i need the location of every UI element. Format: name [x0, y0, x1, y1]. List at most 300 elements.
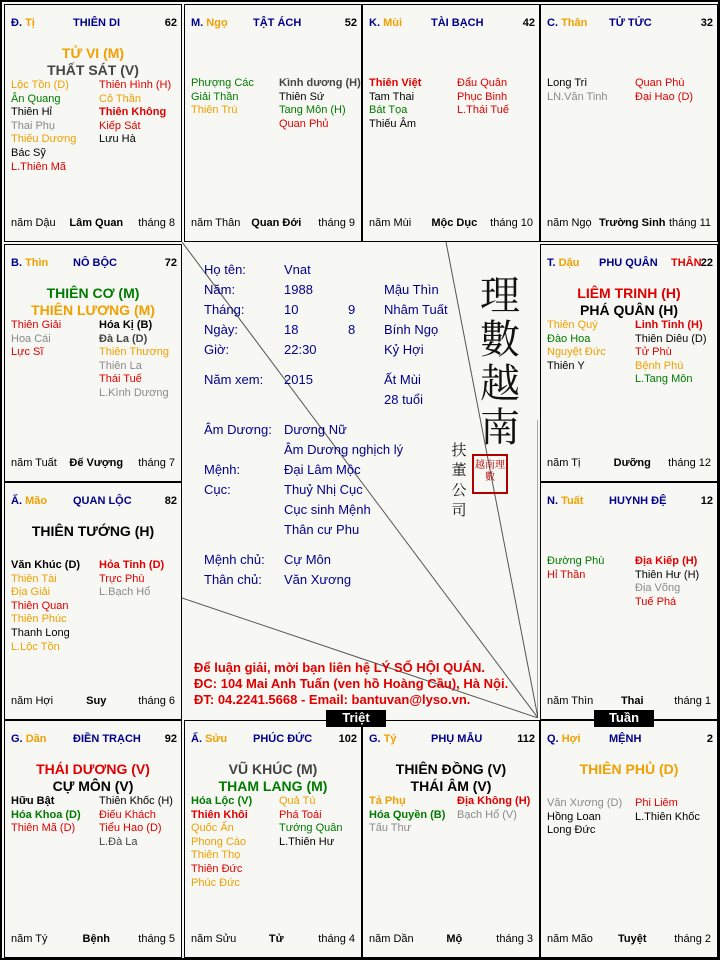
palace-age: 12 — [700, 495, 713, 507]
minor-star: Phục Binh — [457, 90, 508, 103]
main-star: LIÊM TRINH (H) — [577, 285, 681, 301]
main-star: THIÊN TƯỚNG (H) — [31, 523, 155, 539]
minor-star: Cô Thần — [99, 92, 141, 105]
main-star: THIÊN ĐỒNG (V) — [395, 761, 507, 777]
than-marker: THÂN — [671, 257, 702, 269]
day-value: 18 — [284, 322, 299, 337]
minor-star: Hồng Loan — [547, 810, 601, 823]
palace-cell-dau[interactable] — [540, 244, 718, 482]
minor-stars-left — [11, 319, 61, 360]
thanchu-label: Thân chủ: — [204, 572, 262, 587]
palace-month: tháng 12 — [668, 457, 711, 469]
minor-stars-left — [369, 795, 445, 836]
palace-footer — [547, 695, 711, 709]
palace-month: tháng 4 — [318, 933, 355, 945]
minor-star: Thiên Quan — [11, 599, 69, 612]
month-value: 10 — [284, 302, 299, 317]
palace-cell-thin[interactable] — [4, 244, 182, 482]
minor-star: Lộc Tồn (D) — [11, 79, 69, 91]
branch-stem: C. — [547, 17, 558, 29]
minor-star: Thanh Long — [11, 626, 70, 639]
hour-value: 22:30 — [284, 342, 317, 357]
palace-month: tháng 5 — [138, 933, 175, 945]
palace-footer — [11, 695, 175, 709]
branch-name: Mùi — [383, 17, 403, 29]
minor-star: Thiên Diêu (D) — [635, 332, 707, 345]
minor-star: Tướng Quân — [279, 822, 343, 835]
palace-cell-hoi[interactable] — [540, 720, 718, 958]
minor-star: Thiên Khôi — [191, 808, 248, 821]
branch-stem: T. — [547, 257, 556, 269]
amduong-note: Âm Dương nghịch lý — [284, 442, 404, 457]
viewyear-label: Năm xem: — [204, 372, 264, 387]
palace-year: năm Tuất — [11, 457, 57, 469]
palace-age: 32 — [700, 17, 713, 29]
contact-line-2: ĐC: 104 Mai Anh Tuấn (ven hồ Hoàng Cầu), Hà Nội. — [194, 676, 509, 691]
thanchu-value: Văn Xương — [284, 572, 352, 587]
palace-age: 62 — [164, 17, 177, 29]
minor-star: Thiếu Âm — [369, 117, 417, 130]
calligraphy-logo: 理數越南 — [480, 273, 520, 451]
main-star: THÁI DƯƠNG (V) — [36, 761, 150, 777]
palace-age: 102 — [338, 733, 357, 745]
minor-stars-right — [635, 797, 700, 824]
year-value: 1988 — [284, 282, 313, 297]
minor-star: Giải Thần — [191, 90, 239, 103]
minor-star: LN.Văn Tinh — [547, 90, 608, 103]
day-label: Ngày: — [204, 322, 238, 337]
minor-star: Thiên Mã (D) — [11, 822, 76, 835]
branch-name: Thân — [561, 17, 588, 29]
minor-star: Linh Tinh (H) — [635, 319, 703, 331]
palace-branch — [547, 495, 583, 507]
main-star: VŨ KHÚC (M) — [228, 761, 318, 777]
minor-star: Hỏa Tinh (D) — [99, 559, 165, 571]
life-phase: Mộ — [446, 933, 463, 945]
palace-branch — [369, 17, 402, 29]
viewyear-canchi: Ất Mùi — [384, 372, 421, 387]
minor-star: Phong Cáo — [191, 835, 247, 848]
branch-name: Dần — [25, 733, 47, 745]
palace-month: tháng 1 — [674, 695, 711, 707]
palace-name: TẬT ÁCH — [253, 17, 302, 29]
branch-stem: G. — [369, 733, 381, 745]
main-star: THAM LANG (M) — [218, 778, 328, 794]
center-info-panel — [182, 242, 538, 718]
palace-month: tháng 8 — [138, 217, 175, 229]
minor-star: Hóa Khoa (D) — [11, 808, 81, 821]
minor-stars-right — [99, 559, 164, 600]
palace-branch — [547, 17, 587, 29]
hour-canchi: Kỷ Hợi — [384, 342, 424, 357]
minor-star: Thiên Hỉ — [11, 106, 52, 119]
minor-star: Phượng Các — [191, 77, 254, 89]
palace-header — [369, 733, 535, 747]
palace-name: ĐIỀN TRẠCH — [73, 733, 141, 745]
palace-footer — [369, 933, 533, 947]
minor-star: Kiếp Sát — [99, 119, 141, 132]
minor-star: Bác Sỹ — [11, 146, 46, 159]
name-value: Vnat — [284, 262, 311, 277]
branch-name: Tuất — [561, 495, 584, 507]
palace-cell-tuat[interactable] — [540, 482, 718, 720]
branch-stem: Q. — [547, 733, 559, 745]
minor-star: Trực Phù — [99, 572, 145, 585]
palace-year: năm Dần — [369, 933, 414, 945]
branch-stem: M. — [191, 17, 204, 29]
minor-star: Thiên Quý — [547, 319, 598, 331]
cuc-note: Cục sinh Mệnh — [284, 502, 371, 517]
tuan-badge: Tuần — [594, 710, 654, 727]
viewyear-value: 2015 — [284, 372, 313, 387]
contact-line-3: ĐT: 04.2241.5668 - Email: bantuvan@lyso.vn. — [194, 692, 471, 707]
cuc-label: Cục: — [204, 482, 231, 497]
palace-name: PHÚC ĐỨC — [253, 733, 313, 745]
minor-star: Thiên Trù — [191, 104, 238, 117]
palace-month: tháng 9 — [318, 217, 355, 229]
triet-badge: Triệt — [326, 710, 386, 727]
minor-star: Hóa Lộc (V) — [191, 795, 253, 807]
minor-star: Hỉ Thần — [547, 568, 586, 581]
palace-name: TỬ TỨC — [609, 17, 652, 29]
palace-cell-ty[interactable] — [362, 720, 540, 958]
calligraphy-subtext: 扶董公司 — [451, 441, 467, 519]
menh-value: Đại Lâm Mộc — [284, 462, 361, 477]
palace-year: năm Dậu — [11, 217, 56, 229]
minor-star: Thiên Việt — [369, 77, 422, 89]
minor-star: Tả Phụ — [369, 795, 406, 807]
minor-star: Thiên Không — [99, 106, 167, 119]
minor-stars-right — [279, 77, 361, 131]
life-phase: Trường Sinh — [599, 217, 666, 229]
minor-stars-left — [547, 319, 606, 373]
minor-star: Địa Võng — [635, 582, 681, 595]
minor-star: Nguyệt Đức — [547, 346, 606, 359]
minor-star: Thiên Thương — [99, 346, 170, 359]
palace-cell-than[interactable] — [540, 4, 718, 242]
minor-star: Tử Phù — [635, 346, 672, 359]
minor-stars-right — [457, 77, 509, 118]
branch-name: Thìn — [25, 257, 49, 269]
branch-stem: K. — [369, 17, 380, 29]
branch-name: Ngọ — [206, 17, 228, 29]
palace-footer — [547, 217, 711, 231]
minor-star: Ân Quang — [11, 92, 61, 105]
minor-star: Kình dương (H) — [279, 77, 361, 89]
minor-stars-left — [547, 77, 608, 104]
minor-star: Tam Thai — [369, 90, 415, 103]
minor-star: L.Đà La — [99, 835, 138, 848]
palace-name: HUYNH ĐỆ — [609, 495, 667, 507]
life-phase: Mộc Dục — [431, 217, 478, 229]
minor-star: Phúc Đức — [191, 876, 240, 889]
life-phase: Suy — [86, 695, 107, 707]
minor-star: L.Thiên Mã — [11, 160, 67, 173]
palace-footer — [11, 457, 175, 471]
minor-star: Văn Khúc (D) — [11, 559, 81, 571]
minor-star: Quan Phủ — [279, 117, 329, 130]
palace-header — [547, 257, 713, 271]
palace-branch — [547, 257, 579, 269]
month-lunar: 9 — [348, 302, 356, 317]
minor-star: Thiên Giải — [11, 319, 62, 331]
branch-stem: Đ. — [11, 17, 22, 29]
minor-stars-right — [99, 79, 171, 147]
age-value: 28 tuổi — [384, 392, 424, 407]
branch-stem: G. — [11, 733, 23, 745]
minor-stars-left — [11, 795, 81, 836]
main-star: THẤT SÁT (V) — [47, 62, 139, 78]
minor-star: Lưu Hà — [99, 133, 136, 146]
minor-star: Phi Liêm — [635, 797, 678, 809]
minor-star: Địa Kiếp (H) — [635, 555, 698, 567]
minor-star: L.Thái Tuế — [457, 104, 509, 117]
minor-star: Đại Hao (D) — [635, 90, 694, 103]
palace-header — [11, 495, 177, 509]
month-canchi: Nhâm Tuất — [384, 302, 448, 317]
year-canchi: Mậu Thìn — [384, 282, 439, 297]
palace-footer — [547, 457, 711, 471]
branch-stem: B. — [11, 257, 22, 269]
palace-header — [11, 257, 177, 271]
minor-star: Long Đức — [547, 824, 596, 837]
minor-star: Địa Giải — [11, 586, 51, 599]
branch-name: Sửu — [205, 733, 228, 745]
palace-age: 72 — [164, 257, 177, 269]
palace-header — [191, 733, 357, 747]
palace-month: tháng 3 — [496, 933, 533, 945]
minor-star: Thiên Hình (H) — [99, 79, 172, 91]
minor-star: Bát Tọa — [369, 104, 408, 117]
minor-star: Thiên Khốc (H) — [99, 795, 173, 807]
month-label: Tháng: — [204, 302, 245, 317]
minor-stars-right — [279, 795, 343, 849]
branch-stem: Ấ. — [11, 495, 22, 507]
amduong-value: Dương Nữ — [284, 422, 347, 437]
palace-age: 92 — [164, 733, 177, 745]
minor-star: Thiếu Dương — [11, 133, 77, 146]
minor-stars-left — [191, 795, 252, 890]
palace-branch — [11, 17, 35, 29]
minor-star: Thiên La — [99, 359, 142, 372]
minor-stars-right — [457, 795, 530, 822]
amduong-label: Âm Dương: — [204, 422, 272, 437]
palace-month: tháng 11 — [668, 217, 711, 229]
palace-cell-mao[interactable] — [4, 482, 182, 720]
palace-month: tháng 6 — [138, 695, 175, 707]
minor-star: Văn Xương (D) — [547, 797, 623, 809]
branch-stem: N. — [547, 495, 558, 507]
minor-star: L.Kình Dương — [99, 386, 169, 399]
menhchu-value: Cự Môn — [284, 552, 331, 567]
minor-stars-right — [635, 319, 707, 387]
minor-star: L.Thiên Khốc — [635, 810, 700, 823]
palace-header — [369, 17, 535, 31]
life-phase: Dưỡng — [613, 457, 651, 469]
palace-cell-mui[interactable] — [362, 4, 540, 242]
palace-cell-ti[interactable] — [4, 4, 182, 242]
minor-star: L.Tang Môn — [635, 373, 693, 386]
palace-year: năm Thân — [191, 217, 241, 229]
palace-cell-ngo[interactable] — [184, 4, 362, 242]
palace-year: năm Tị — [547, 457, 581, 469]
palace-name: THIÊN DI — [73, 17, 121, 29]
palace-footer — [191, 217, 355, 231]
minor-star: Địa Không (H) — [457, 795, 531, 807]
minor-stars-left — [11, 79, 76, 174]
than-cu: Thân cư Phu — [284, 522, 360, 537]
palace-year: năm Mão — [547, 933, 593, 945]
palace-footer — [547, 933, 711, 947]
red-seal-stamp: 越南理數 — [472, 454, 508, 494]
day-lunar: 8 — [348, 322, 356, 337]
minor-star: Bạch Hổ (V) — [457, 808, 517, 821]
palace-year: năm Sửu — [191, 933, 237, 945]
minor-stars-left — [547, 797, 622, 838]
minor-stars-right — [99, 795, 173, 849]
palace-age: 112 — [517, 733, 535, 745]
minor-star: Tiểu Hao (D) — [99, 822, 162, 835]
palace-name: TÀI BẠCH — [431, 17, 484, 29]
minor-star: Hóa Quyền (B) — [369, 808, 446, 821]
minor-star: Quả Tú — [279, 795, 316, 807]
minor-stars-left — [547, 555, 604, 582]
branch-name: Mão — [25, 495, 48, 507]
palace-name: PHỤ MẪU — [431, 733, 483, 745]
palace-age: 52 — [344, 17, 357, 29]
branch-name: Tị — [25, 17, 35, 29]
minor-star: L.Bạch Hổ — [99, 586, 151, 599]
palace-age: 2 — [706, 733, 713, 745]
palace-header — [547, 17, 713, 31]
minor-star: Hữu Bật — [11, 795, 55, 807]
palace-age: 22 — [700, 257, 713, 269]
branch-name: Dậu — [558, 257, 580, 269]
year-label: Năm: — [204, 282, 236, 297]
life-phase: Bệnh — [82, 933, 111, 945]
palace-header — [547, 733, 713, 747]
palace-branch — [547, 733, 581, 745]
minor-star: Điếu Khách — [99, 808, 156, 821]
palace-name: NÔ BỘC — [73, 257, 117, 269]
palace-header — [11, 17, 177, 31]
palace-age: 82 — [164, 495, 177, 507]
minor-stars-right — [635, 555, 699, 609]
minor-star: Thiên Sứ — [279, 90, 325, 103]
menhchu-label: Mệnh chủ: — [204, 552, 265, 567]
palace-month: tháng 10 — [490, 217, 533, 229]
menh-label: Mệnh: — [204, 462, 241, 477]
palace-branch — [11, 733, 46, 745]
life-phase: Đế Vượng — [69, 457, 124, 469]
minor-star: Thiên Tài — [11, 572, 57, 585]
palace-year: năm Hợi — [11, 695, 54, 707]
minor-star: Quốc Ấn — [191, 822, 234, 835]
minor-star: Thiên Hư (H) — [635, 568, 700, 581]
minor-star: Tang Môn (H) — [279, 104, 346, 117]
minor-star: Hóa Kị (B) — [99, 319, 153, 331]
life-phase: Lâm Quan — [69, 217, 124, 229]
minor-star: Đà La (D) — [99, 332, 148, 345]
main-star: CỰ MÔN (V) — [52, 778, 134, 794]
minor-star: Đường Phù — [547, 555, 605, 567]
cuc-value: Thuỷ Nhị Cục — [284, 482, 363, 497]
palace-year: năm Mùi — [369, 217, 412, 229]
palace-footer — [11, 933, 175, 947]
minor-star: Đẩu Quân — [457, 77, 508, 89]
palace-year: năm Thìn — [547, 695, 594, 707]
palace-footer — [11, 217, 175, 231]
palace-branch — [11, 257, 48, 269]
minor-star: Long Trì — [547, 77, 588, 89]
minor-star: L.Lộc Tồn — [11, 640, 60, 653]
minor-stars-right — [635, 77, 693, 104]
palace-name: QUAN LỘC — [73, 495, 132, 507]
minor-star: Thái Tuế — [99, 373, 142, 386]
hour-label: Giờ: — [204, 342, 230, 357]
minor-star: Thai Phụ — [11, 119, 56, 132]
palace-name: MỆNH — [609, 733, 642, 745]
minor-stars-left — [11, 559, 80, 654]
palace-month: tháng 7 — [138, 457, 175, 469]
palace-header — [11, 733, 177, 747]
branch-name: Hợi — [561, 733, 581, 745]
minor-star: Quan Phù — [635, 77, 685, 89]
minor-star: Bệnh Phù — [635, 359, 684, 372]
life-phase: Thai — [620, 695, 644, 707]
minor-stars-left — [191, 77, 254, 118]
palace-age: 42 — [522, 17, 535, 29]
minor-star: Thiên Phúc — [11, 613, 67, 626]
day-canchi: Bính Ngọ — [384, 322, 439, 337]
palace-year: năm Tý — [11, 933, 48, 945]
palace-branch — [191, 733, 227, 745]
main-star: TỬ VI (M) — [61, 45, 125, 61]
palace-branch — [191, 17, 228, 29]
palace-name: PHU QUÂN — [599, 257, 658, 269]
palace-header — [191, 17, 357, 31]
palace-cell-suu[interactable] — [184, 720, 362, 958]
minor-star: Phá Toái — [279, 808, 322, 821]
minor-star: Hoa Cái — [11, 332, 51, 345]
life-phase: Tuyệt — [618, 933, 647, 945]
life-phase: Tử — [268, 933, 284, 945]
minor-star: Tuế Phá — [635, 595, 677, 608]
name-label: Họ tên: — [204, 262, 246, 277]
palace-footer — [191, 933, 355, 947]
minor-star: L.Thiên Hư — [279, 835, 335, 848]
palace-header — [547, 495, 713, 509]
contact-line-1: Để luận giải, mời bạn liên hệ LÝ SỐ HỘI QUÁN. — [194, 660, 485, 675]
palace-branch — [11, 495, 47, 507]
main-star: THIÊN LƯƠNG (M) — [31, 302, 155, 318]
minor-star: Lực Sĩ — [11, 346, 44, 359]
life-phase: Quan Đới — [251, 217, 302, 229]
palace-footer — [369, 217, 533, 231]
palace-branch — [369, 733, 397, 745]
minor-star: Thiên Y — [547, 359, 585, 372]
palace-cell-dan[interactable] — [4, 720, 182, 958]
branch-name: Tý — [383, 733, 397, 745]
palace-year: năm Ngọ — [547, 217, 592, 229]
minor-star: Tấu Thư — [369, 822, 412, 835]
minor-star: Thiên Thọ — [191, 849, 241, 862]
minor-stars-right — [99, 319, 169, 401]
branch-stem: Ấ. — [191, 733, 202, 745]
main-star: THÁI ÂM (V) — [410, 778, 492, 794]
minor-star: Đào Hoa — [547, 332, 591, 345]
main-star: THIÊN CƠ (M) — [46, 285, 140, 301]
